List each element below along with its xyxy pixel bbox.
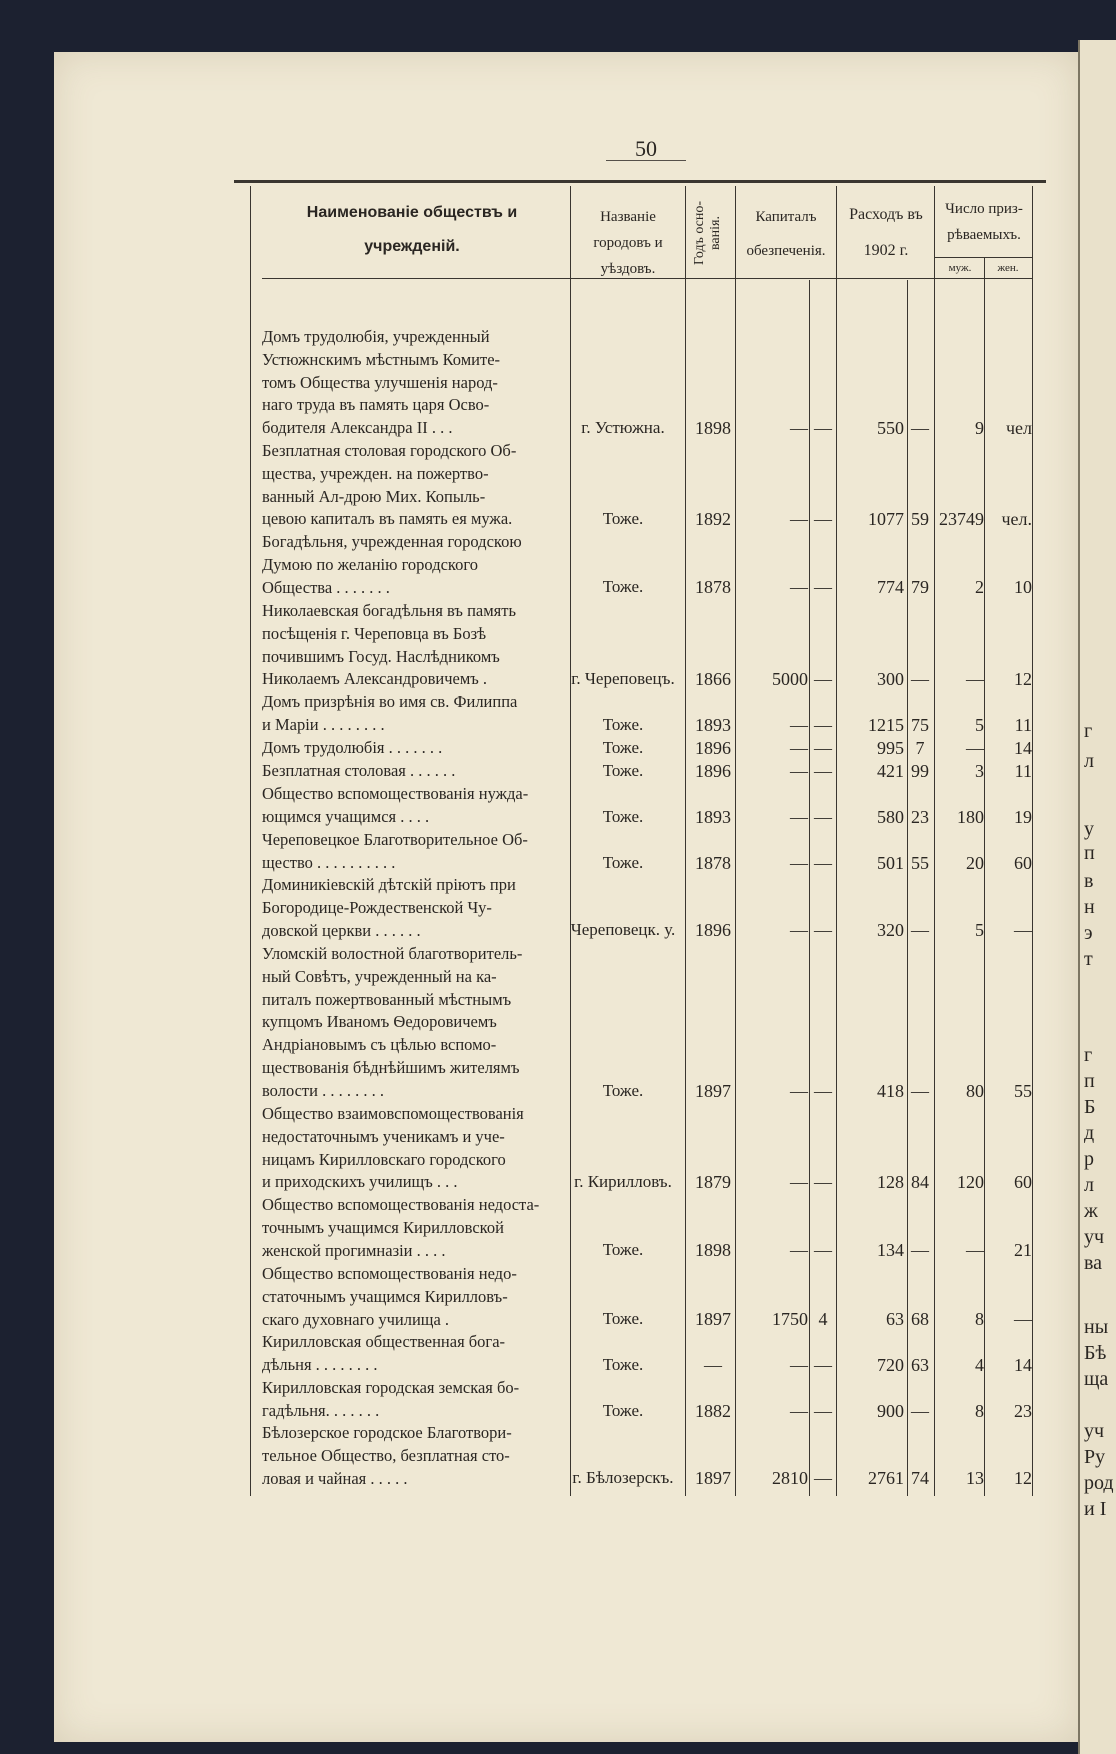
adjacent-page-edge xyxy=(1078,40,1116,1754)
expense-cell: 774 xyxy=(877,577,904,597)
year-cell: 1896 xyxy=(695,920,731,940)
institution-name: Общество вспомоществованія нужда- ющимся учащимся . . . . xyxy=(262,784,529,826)
expense-cell: 63 xyxy=(886,1309,904,1329)
capital-cell: — xyxy=(790,761,808,781)
table-top-rule xyxy=(234,180,1046,183)
expense-kop-cell: 99 xyxy=(911,761,929,781)
city-cell: Тоже. xyxy=(602,1355,644,1374)
expense-cell: 128 xyxy=(877,1172,904,1192)
capital-kop-cell: — xyxy=(814,920,832,940)
expense-kop-cell: 79 xyxy=(911,577,929,597)
institution-name: Безплатная столовая . . . . . . xyxy=(262,761,456,780)
male-cell: 2 xyxy=(975,577,984,597)
city-cell: г. Кирилловъ. xyxy=(574,1172,672,1191)
capital-kop-cell: — xyxy=(814,1240,832,1260)
male-cell: 3 xyxy=(975,761,984,781)
expense-kop-cell: — xyxy=(911,1081,929,1101)
capital-cell: — xyxy=(790,1172,808,1192)
institution-name: Кирилловская городская земская бо- гадѣльня. . . . . . . xyxy=(262,1378,520,1420)
female-cell: 12 xyxy=(1014,669,1032,689)
capital-cell: — xyxy=(790,1081,808,1101)
capital-kop-cell: — xyxy=(814,715,832,735)
capital-cell: — xyxy=(790,1240,808,1260)
institution-name: Безплатная столовая городского Об- щества, учрежден. на пожертво- ванный Ал-дрою Мих. Копыль- цевою капиталъ въ память ея мужа. xyxy=(262,441,517,529)
capital-kop-cell: — xyxy=(814,1172,832,1192)
institution-name: Общество вспомоществованія недоста- точнымъ учащимся Кирилловской женской прогимназіи . . . . xyxy=(262,1195,540,1260)
female-cell: 11 xyxy=(1014,761,1032,781)
adjacent-page-letter: уч xyxy=(1084,1226,1105,1248)
capital-cell: — xyxy=(790,418,808,438)
header-male: муж. xyxy=(948,262,972,274)
institution-name: Богадѣльня, учрежденная городскою Думою по желанію городского Общества . . . . . . . xyxy=(262,532,522,597)
adjacent-page-letter: г xyxy=(1084,720,1093,742)
header-year: Годъ осно- ванія. xyxy=(692,200,723,266)
female-cell: — xyxy=(1014,1309,1032,1329)
expense-kop-cell: — xyxy=(911,1240,929,1260)
male-cell: 8 xyxy=(975,1401,984,1421)
female-cell: 55 xyxy=(1014,1081,1032,1101)
page-number-rule xyxy=(606,160,686,161)
year-cell: — xyxy=(704,1355,722,1375)
city-cell: Тоже. xyxy=(602,738,644,757)
year-cell: 1898 xyxy=(695,418,731,438)
expense-cell: 300 xyxy=(877,669,904,689)
adjacent-page-letter: Ру xyxy=(1084,1446,1106,1468)
institution-name: Доминикіевскій дѣтскій пріютъ при Богородице-Рождественской Чу- довской церкви . . . . . . xyxy=(262,875,516,940)
adjacent-page-letter: р xyxy=(1084,1148,1094,1170)
capital-cell: — xyxy=(790,807,808,827)
header-city: Названіе городовъ и уѣздовъ. xyxy=(593,209,663,277)
female-cell: 21 xyxy=(1014,1240,1032,1260)
city-cell: Тоже. xyxy=(602,1401,644,1420)
year-cell: 1896 xyxy=(695,761,731,781)
year-cell: 1893 xyxy=(695,715,731,735)
adjacent-page-letter: г xyxy=(1084,1044,1093,1066)
city-cell: г. Бѣлозерскъ. xyxy=(572,1468,674,1487)
year-cell: 1897 xyxy=(695,1309,731,1329)
adjacent-page-letter: ва xyxy=(1084,1252,1103,1274)
expense-kop-cell: 68 xyxy=(911,1309,929,1329)
institution-name: Общество вспомоществованія недо- статочнымъ учащимся Кирилловъ- скаго духовнаго училища . xyxy=(262,1264,517,1329)
adjacent-page-letter: ща xyxy=(1084,1368,1109,1390)
capital-cell: — xyxy=(790,738,808,758)
adjacent-page-letter: т xyxy=(1084,948,1093,970)
adjacent-page-letter: ны xyxy=(1084,1316,1109,1338)
year-cell: 1866 xyxy=(695,669,731,689)
male-cell: 23749 xyxy=(939,509,984,529)
year-cell: 1878 xyxy=(695,853,731,873)
expense-cell: 134 xyxy=(877,1240,904,1260)
expense-cell: 421 xyxy=(877,761,904,781)
capital-cell: — xyxy=(790,920,808,940)
expense-kop-cell: 59 xyxy=(911,509,929,529)
female-cell: — xyxy=(1014,920,1032,940)
male-cell: 20 xyxy=(966,853,984,873)
city-cell: Тоже. xyxy=(602,1240,644,1259)
female-cell: 14 xyxy=(1014,738,1032,758)
male-cell: 4 xyxy=(975,1355,984,1375)
female-cell: чел xyxy=(1005,418,1032,438)
capital-cell: 5000 xyxy=(772,669,808,689)
male-cell: 5 xyxy=(975,715,984,735)
adjacent-page-letter: и І xyxy=(1084,1498,1107,1520)
capital-kop-cell: — xyxy=(814,418,832,438)
expense-kop-cell: — xyxy=(911,1401,929,1421)
female-cell: 14 xyxy=(1014,1355,1032,1375)
male-cell: 9 xyxy=(975,418,984,438)
institution-name: Уломскій волостной благотворитель- ный Совѣтъ, учрежденный на ка- питалъ пожертвованный мѣстнымъ купцомъ Иваномъ Ѳедоровичемъ Андріановымъ съ цѣлью вспомо- ществованія бѣднѣйшимъ жителямъ волости . . . . . . . . xyxy=(262,944,523,1100)
institution-name: Общество взаимовспомоществованія недостаточнымъ ученикамъ и уче- ницамъ Кирилловскаго городского и приходскихъ училищъ . . . xyxy=(262,1104,524,1192)
female-cell: 60 xyxy=(1014,1172,1032,1192)
expense-kop-cell: 55 xyxy=(911,853,929,873)
adjacent-page-letter: уч xyxy=(1084,1420,1105,1442)
capital-cell: — xyxy=(790,577,808,597)
header-expense: Расходъ въ 1902 г. xyxy=(849,206,923,259)
male-cell: — xyxy=(966,1240,984,1260)
adjacent-page-letter: Б xyxy=(1084,1096,1096,1118)
expense-kop-cell: 23 xyxy=(911,807,929,827)
city-cell: г. Череповецъ. xyxy=(571,669,675,688)
capital-kop-cell: — xyxy=(814,1081,832,1101)
adjacent-page-letter: л xyxy=(1084,750,1094,772)
female-cell: 10 xyxy=(1014,577,1032,597)
page-number: 50 xyxy=(635,136,657,161)
adjacent-page-letter: Бѣ xyxy=(1084,1342,1107,1364)
expense-kop-cell: 63 xyxy=(911,1355,929,1375)
expense-kop-cell: 74 xyxy=(911,1468,929,1488)
capital-cell: — xyxy=(790,715,808,735)
adjacent-page-letter: э xyxy=(1084,922,1093,944)
expense-kop-cell: — xyxy=(911,418,929,438)
expense-cell: 720 xyxy=(877,1355,904,1375)
adjacent-page-letter: род xyxy=(1084,1472,1114,1494)
adjacent-page-letter: н xyxy=(1084,896,1095,918)
adjacent-page-letter: ж xyxy=(1084,1200,1098,1222)
institution-name: Николаевская богадѣльня въ память посѣщенія г. Череповца въ Бозѣ почившимъ Госуд. Наслѣдникомъ Николаемъ Александровичемъ . xyxy=(262,601,517,689)
header-name: Наименованіе обществъ и учрежденій. xyxy=(306,204,518,255)
expense-kop-cell: — xyxy=(911,669,929,689)
female-cell: 12 xyxy=(1014,1468,1032,1488)
female-cell: 60 xyxy=(1014,853,1032,873)
female-cell: 11 xyxy=(1014,715,1032,735)
capital-cell: — xyxy=(790,1355,808,1375)
capital-kop-cell: — xyxy=(814,738,832,758)
year-cell: 1897 xyxy=(695,1468,731,1488)
capital-kop-cell: — xyxy=(814,853,832,873)
header-female: жен. xyxy=(997,262,1019,274)
year-cell: 1879 xyxy=(695,1172,731,1192)
year-cell: 1882 xyxy=(695,1401,731,1421)
year-cell: 1898 xyxy=(695,1240,731,1260)
year-cell: 1897 xyxy=(695,1081,731,1101)
male-cell: — xyxy=(966,738,984,758)
capital-cell: — xyxy=(790,853,808,873)
male-cell: 8 xyxy=(975,1309,984,1329)
city-cell: Череповецк. у. xyxy=(570,920,676,939)
capital-kop-cell: 4 xyxy=(818,1309,828,1329)
expense-cell: 995 xyxy=(877,738,904,758)
female-cell: 23 xyxy=(1014,1401,1032,1421)
adjacent-page-letter: п xyxy=(1084,842,1095,864)
expense-cell: 1215 xyxy=(868,715,904,735)
institution-name: Череповецкое Благотворительное Об- щество . . . . . . . . . . xyxy=(262,830,528,872)
expense-cell: 1077 xyxy=(868,509,904,529)
expense-cell: 320 xyxy=(877,920,904,940)
city-cell: Тоже. xyxy=(602,1309,644,1328)
expense-cell: 580 xyxy=(877,807,904,827)
institution-name: Домъ трудолюбія . . . . . . . xyxy=(262,738,443,757)
city-cell: Тоже. xyxy=(602,715,644,734)
male-cell: 13 xyxy=(966,1468,984,1488)
expense-cell: 900 xyxy=(877,1401,904,1421)
male-cell: 180 xyxy=(957,807,984,827)
male-cell: 120 xyxy=(957,1172,984,1192)
expense-cell: 550 xyxy=(877,418,904,438)
expense-cell: 501 xyxy=(877,853,904,873)
adjacent-page-letter: п xyxy=(1084,1070,1095,1092)
institution-name: Домъ трудолюбія, учрежденный Устюжнскимъ мѣстнымъ Комите- томъ Общества улучшенія народ- наго труда въ память царя Осво- бодителя Александра II . . . xyxy=(262,327,501,438)
expense-kop-cell: — xyxy=(911,920,929,940)
capital-kop-cell: — xyxy=(814,509,832,529)
capital-cell: 2810 xyxy=(772,1468,808,1488)
city-cell: Тоже. xyxy=(602,807,644,826)
year-cell: 1878 xyxy=(695,577,731,597)
female-cell: чел. xyxy=(1001,509,1032,529)
female-cell: 19 xyxy=(1014,807,1032,827)
capital-kop-cell: — xyxy=(814,1355,832,1375)
city-cell: Тоже. xyxy=(602,761,644,780)
city-cell: Тоже. xyxy=(602,509,644,528)
male-cell: — xyxy=(966,669,984,689)
city-cell: Тоже. xyxy=(602,853,644,872)
expense-kop-cell: 7 xyxy=(915,738,925,758)
expense-kop-cell: 75 xyxy=(911,715,929,735)
capital-cell: — xyxy=(790,509,808,529)
expense-cell: 2761 xyxy=(868,1468,904,1488)
adjacent-page-letter: л xyxy=(1084,1174,1094,1196)
city-cell: г. Устюжна. xyxy=(581,418,665,437)
adjacent-page-letter: д xyxy=(1084,1122,1095,1144)
capital-cell: — xyxy=(790,1401,808,1421)
capital-kop-cell: — xyxy=(814,1401,832,1421)
expense-kop-cell: 84 xyxy=(911,1172,929,1192)
capital-kop-cell: — xyxy=(814,577,832,597)
institution-name: Бѣлозерское городское Благотвори- тельное Общество, безплатная сто- ловая и чайная . . . . . xyxy=(262,1423,512,1488)
capital-kop-cell: — xyxy=(814,1468,832,1488)
city-cell: Тоже. xyxy=(602,577,644,596)
institution-name: Кирилловская общественная бога- дѣльня . . . . . . . . xyxy=(262,1332,506,1374)
year-cell: 1893 xyxy=(695,807,731,827)
capital-kop-cell: — xyxy=(814,761,832,781)
institution-name: Домъ призрѣнія во имя св. Филиппа и Маріи . . . . . . . . xyxy=(262,692,518,734)
city-cell: Тоже. xyxy=(602,1081,644,1100)
male-cell: 80 xyxy=(966,1081,984,1101)
year-cell: 1896 xyxy=(695,738,731,758)
male-cell: 5 xyxy=(975,920,984,940)
capital-kop-cell: — xyxy=(814,669,832,689)
header-count: Число приз- рѣваемыхъ. xyxy=(945,201,1023,243)
adjacent-page-letter: в xyxy=(1084,870,1094,892)
capital-cell: 1750 xyxy=(772,1309,808,1329)
expense-cell: 418 xyxy=(877,1081,904,1101)
capital-kop-cell: — xyxy=(814,807,832,827)
year-cell: 1892 xyxy=(695,509,731,529)
adjacent-page-letter: у xyxy=(1084,818,1094,840)
header-capital: Капиталъ обезпеченія. xyxy=(746,209,826,259)
